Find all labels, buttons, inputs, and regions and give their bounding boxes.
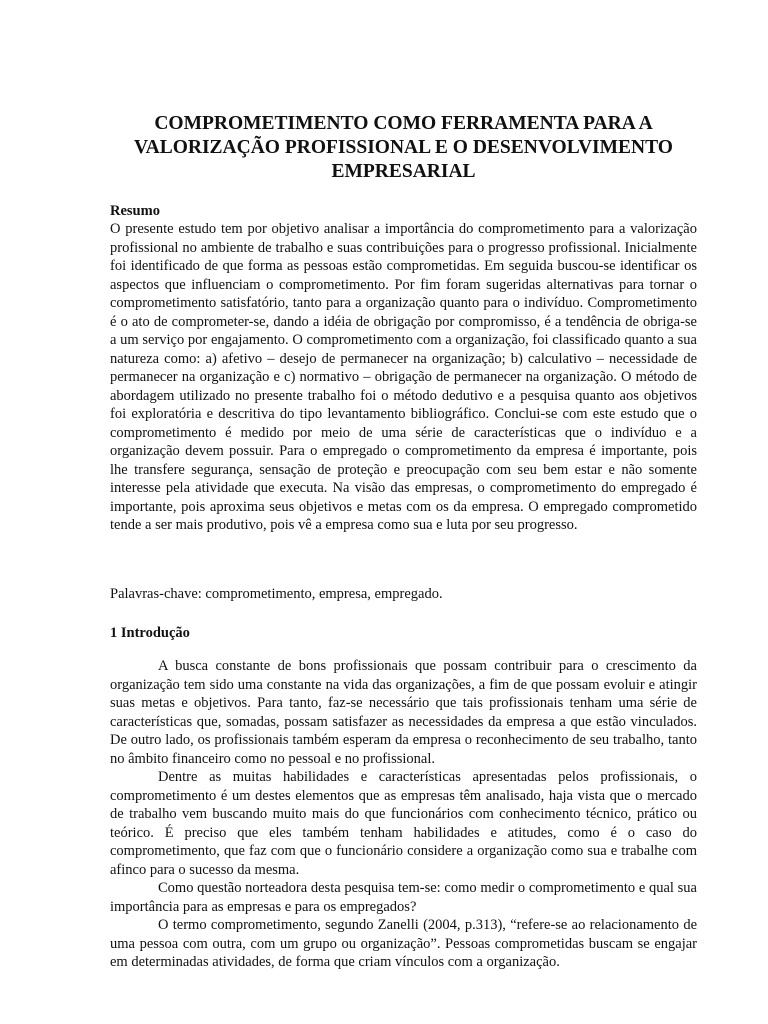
- keywords: Palavras-chave: comprometimento, empresa, empregado.: [110, 586, 443, 602]
- title-line-1: COMPROMETIMENTO COMO FERRAMENTA PARA A: [154, 113, 653, 134]
- intro-paragraph-2: Dentre as muitas habilidades e características apresentadas pelos profissionais, o comprometimento é um destes elementos que as empresas têm analisado, haja vista que o mercado de trabalho vem buscando muito mais do que funcionários com conhecimento técnico, prático ou teórico. É preciso que eles também tenham habilidades e atitudes, como é o caso do comprometimento, que faz com que o funcionário considere a organização como sua e trabalhe com afinco para o sucesso da mesma.: [110, 769, 697, 878]
- section-heading-introduction: 1 Introdução: [110, 625, 190, 641]
- abstract-heading: Resumo: [110, 203, 160, 219]
- introduction-body: [110, 657, 697, 972]
- title-line-2: VALORIZAÇÃO PROFISSIONAL E O DESENVOLVIMENTO: [134, 137, 673, 158]
- intro-paragraph-1: A busca constante de bons profissionais que possam contribuir para o crescimento da organização tem sido uma constante na vida das organizações, a fim de que possam evoluir e atingir suas metas e objetivos. Para tanto, faz-se necessário que tais profissionais tenham uma série de características que, somadas, possam satisfazer as necessidades da empresa a que estão vinculados. De outro lado, os profissionais também esperam da empresa o reconhecimento de seu trabalho, tanto no âmbito financeiro como no pessoal e no profissional.: [110, 658, 697, 767]
- intro-paragraph-3: Como questão norteadora desta pesquisa tem-se: como medir o comprometimento e qual sua importância para as empresas e para os empregados?: [110, 880, 697, 915]
- abstract-text: O presente estudo tem por objetivo analisar a importância do comprometimento para a valorização profissional no ambiente de trabalho e suas contribuições para o progresso profissional. Inicialmente foi identificado de que forma as pessoas estão comprometidas. Em seguida buscou-se identificar os aspectos que influenciam o comprometimento. Por fim foram sugeridas alternativas para tornar o comprometimento satisfatório, tanto para a organização quanto para o indivíduo. Comprometimento é o ato de comprometer-se, dando a idéia de obrigação por compromisso, é a tendência de obriga-se a um serviço por engajamento. O comprometimento com a organização, foi classificado quanto a sua natureza como: a) afetivo – desejo de permanecer na organização; b) calculativo – necessidade de permanecer na organização e c) normativo – obrigação de permanecer na organização. O método de abordagem utilizado no presente trabalho foi o método dedutivo e a pesquisa quanto aos objetivos foi exploratória e descritiva do tipo levantamento bibliográfico. Conclui-se com este estudo que o comprometimento é medido por meio de uma série de características que o indivíduo e a organização devem possuir. Para o empregado o comprometimento da empresa é importante, pois lhe transfere segurança, sensação de proteção e preocupação com seu bem estar e não somente interesse pela atividade que executa. Na visão das empresas, o comprometimento do empregado é importante, pois aproxima seus objetivos e metas com os da empresa. O empregado comprometido tende a ser mais produtivo, pois vê a empresa como sua e luta por seu progresso.: [110, 221, 697, 533]
- title-line-3: EMPRESARIAL: [331, 161, 476, 182]
- document-title: [110, 112, 697, 184]
- intro-paragraph-4: O termo comprometimento, segundo Zanelli (2004, p.313), “refere-se ao relacionamento de uma pessoa com outra, com um grupo ou organização”. Pessoas comprometidas buscam se engajar em determinadas atividades, de forma que criam vínculos com a organização.: [110, 917, 697, 970]
